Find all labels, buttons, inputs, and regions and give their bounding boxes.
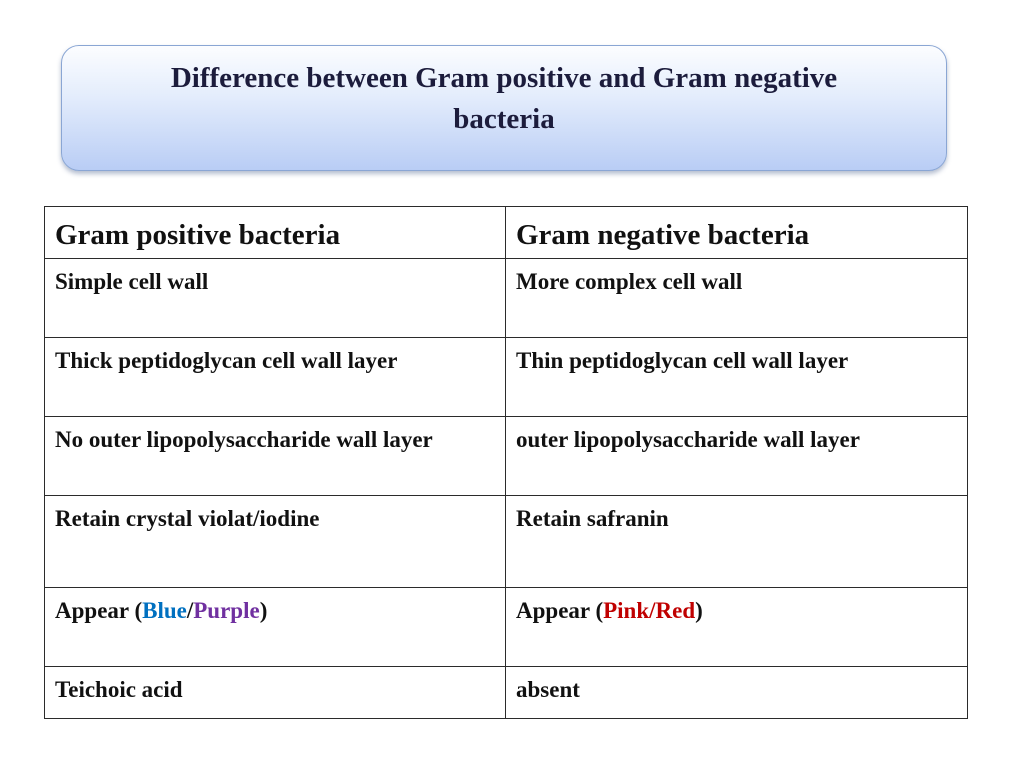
cell-positive: Simple cell wall: [45, 259, 506, 338]
appear-suffix: ): [259, 598, 268, 623]
appear-suffix: ): [695, 598, 703, 623]
appear-prefix: Appear (: [55, 598, 143, 623]
header-gram-negative: Gram negative bacteria: [506, 207, 968, 259]
table-row: [45, 259, 968, 338]
cell-negative: outer lipopolysaccharide wall layer: [506, 417, 968, 496]
cell-negative-appearance: [506, 588, 968, 667]
table-row: [45, 667, 968, 719]
cell-positive-appearance: [45, 588, 506, 667]
cell-negative: More complex cell wall: [506, 259, 968, 338]
color-word-pink-red: Pink/Red: [603, 598, 696, 623]
header-gram-positive: Gram positive bacteria: [45, 207, 506, 259]
color-word-purple: Purple: [193, 598, 260, 623]
cell-positive: No outer lipopolysaccharide wall layer: [45, 417, 506, 496]
cell-positive: Retain crystal violat/iodine: [45, 496, 506, 588]
table-row: [45, 417, 968, 496]
cell-negative: Thin peptidoglycan cell wall layer: [506, 338, 968, 417]
table-row: [45, 338, 968, 417]
table-header-row: [45, 207, 968, 259]
cell-positive: Teichoic acid: [45, 667, 506, 719]
slide-title: Difference between Gram positive and Gram negative bacteria: [170, 62, 838, 135]
table-row: [45, 496, 968, 588]
comparison-table: [44, 206, 968, 719]
slash: /: [186, 598, 194, 623]
table-row: [45, 588, 968, 667]
color-word-blue: Blue: [142, 598, 187, 623]
cell-positive: Thick peptidoglycan cell wall layer: [45, 338, 506, 417]
appear-prefix: Appear (: [516, 598, 604, 623]
cell-negative: absent: [506, 667, 968, 719]
cell-negative: Retain safranin: [506, 496, 968, 588]
title-box: [61, 45, 947, 171]
